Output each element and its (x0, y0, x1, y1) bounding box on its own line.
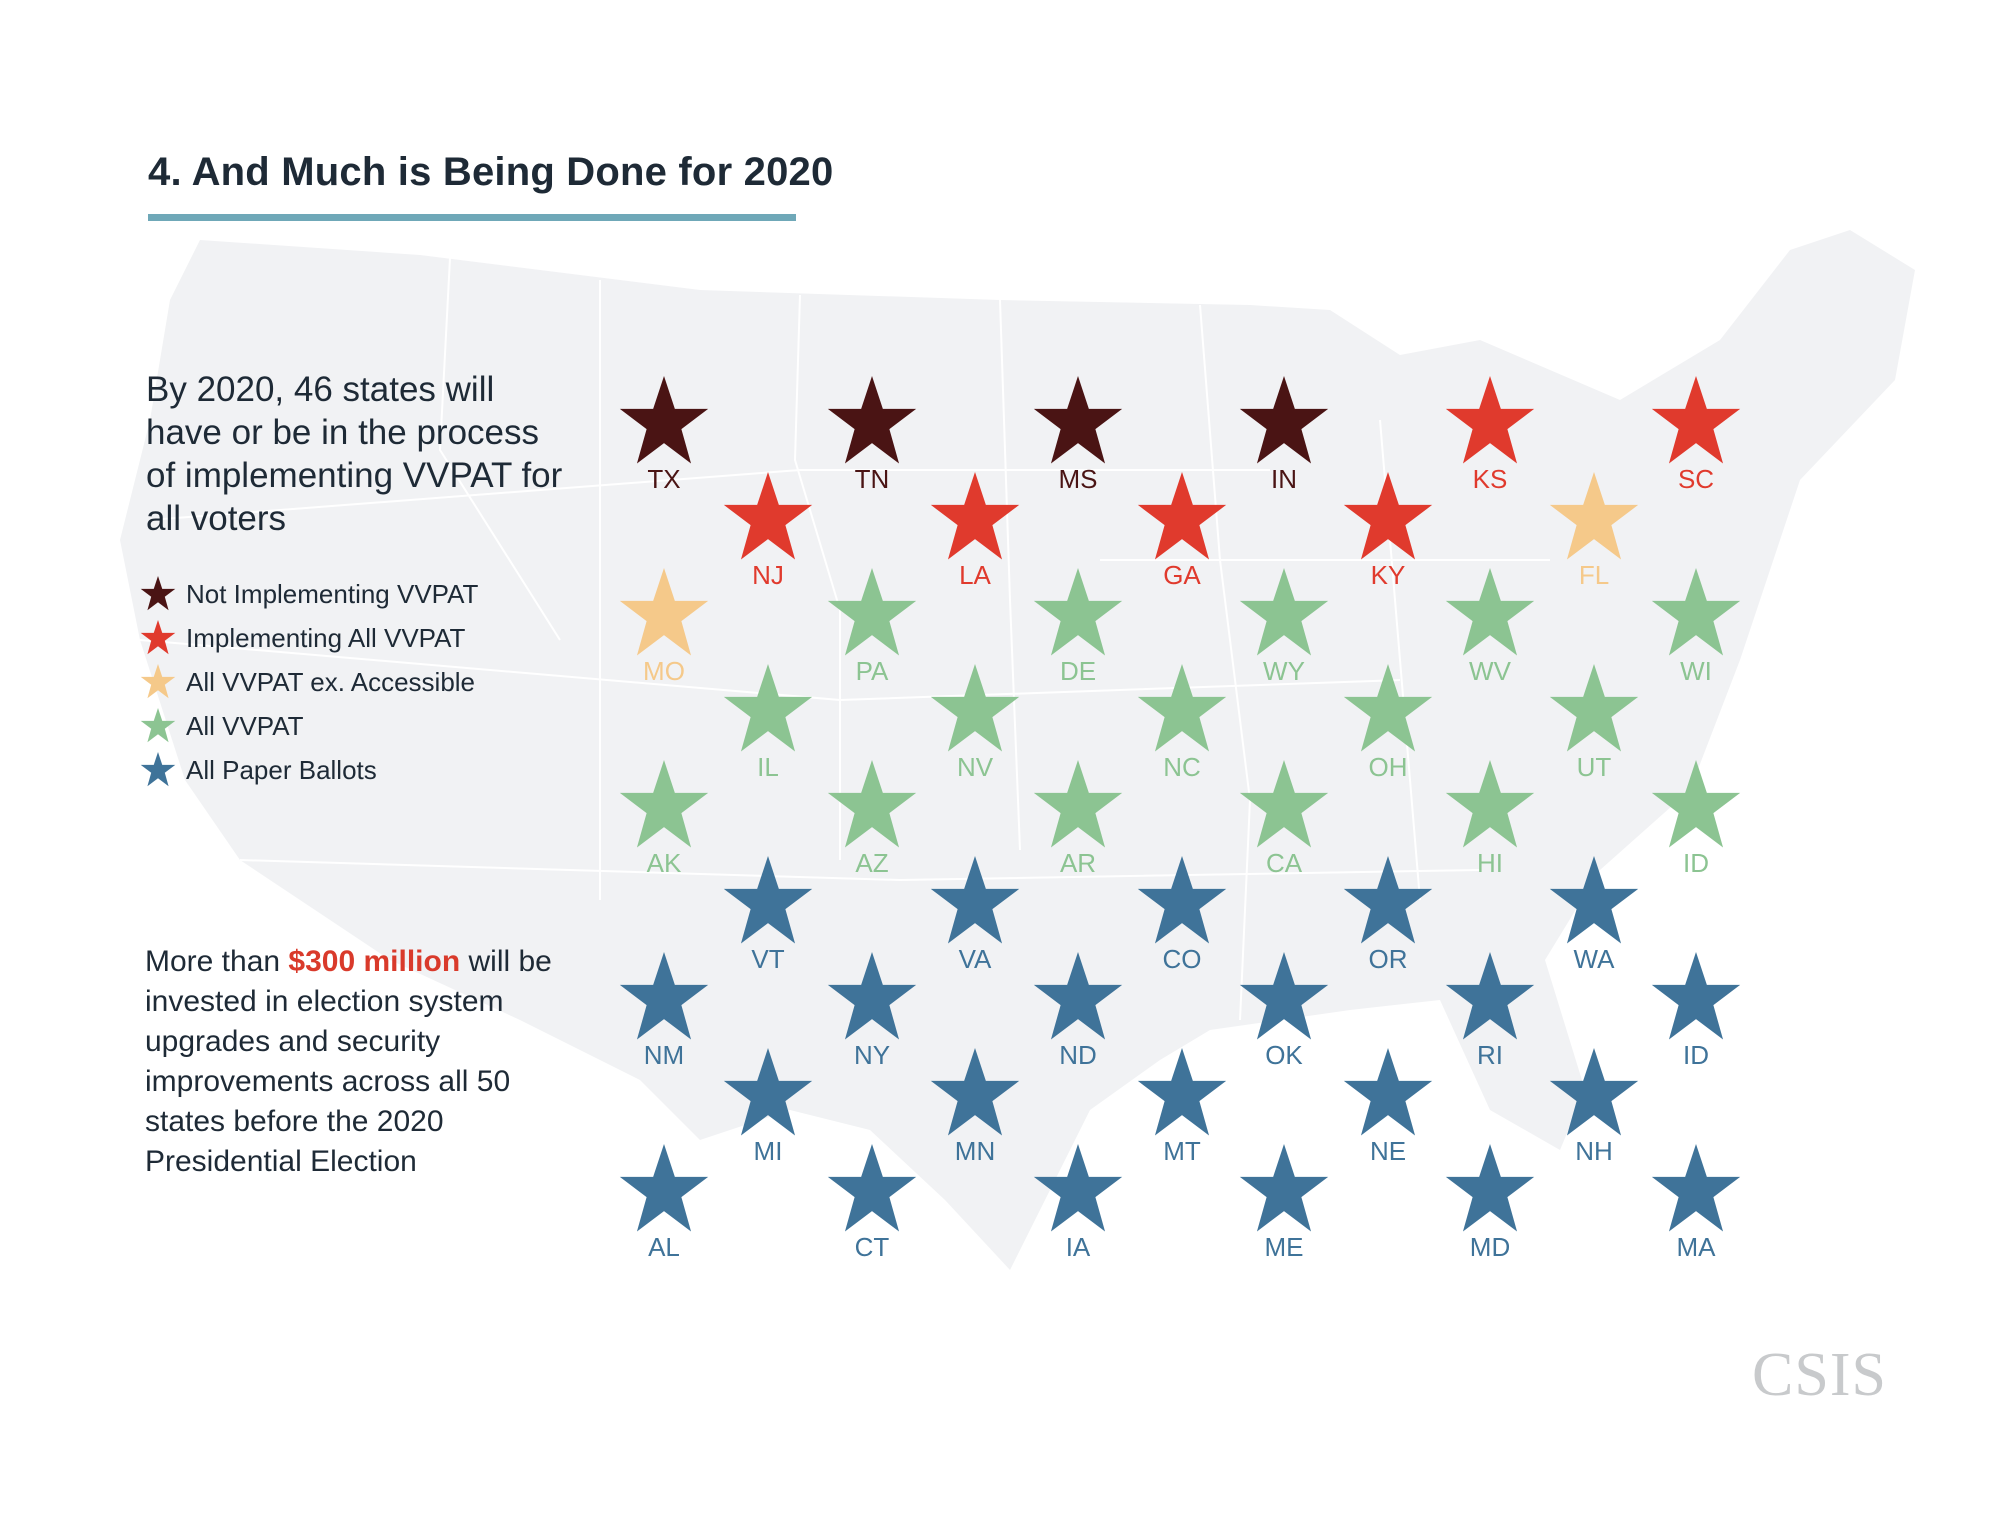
state-label: ID (1683, 848, 1709, 878)
state-star-sc (1641, 376, 1751, 492)
state-label: KS (1472, 464, 1508, 494)
star-icon (1136, 856, 1228, 948)
star-icon (722, 472, 814, 564)
state-label: WY (1263, 656, 1305, 686)
state-star-ca (1229, 760, 1339, 876)
star-icon (618, 1144, 710, 1236)
state-label: OK (1265, 1040, 1303, 1070)
state-star-mi (713, 1048, 823, 1164)
legend-label: All VVPAT (186, 710, 304, 741)
state-star-nc (1127, 664, 1237, 780)
star-icon (826, 760, 918, 852)
star-icon (1342, 472, 1434, 564)
star-icon (1548, 856, 1640, 948)
state-label: NM (643, 1040, 685, 1070)
legend-label: Implementing All VVPAT (186, 622, 466, 653)
star-icon (1238, 1144, 1330, 1236)
star-icon (826, 376, 918, 468)
state-label: MI (753, 1136, 783, 1166)
state-star-nv (920, 664, 1030, 780)
state-label: MS (1058, 464, 1098, 494)
star-icon (1238, 952, 1330, 1044)
investment-prefix: More than (145, 945, 289, 978)
star-icon (1650, 952, 1742, 1044)
state-label: WA (1573, 944, 1615, 974)
investment-suffix: will be invested in election system upgrades and security improvements across all 50 states before the 2020 Presidential Election (145, 945, 552, 1178)
state-star-or (1333, 856, 1443, 972)
state-label: CA (1265, 848, 1303, 878)
star-icon (1444, 568, 1536, 660)
star-icon (826, 952, 918, 1044)
state-label: MN (954, 1136, 996, 1166)
state-label: ID (1683, 1040, 1709, 1070)
state-star-me (1229, 1144, 1339, 1260)
state-label: RI (1477, 1040, 1503, 1070)
state-star-vt (713, 856, 823, 972)
legend-label: All VVPAT ex. Accessible (186, 666, 476, 697)
star-icon (929, 472, 1021, 564)
star-icon (722, 1048, 814, 1140)
state-star-pa (817, 568, 927, 684)
csis-logo: CSIS (1752, 1341, 1887, 1409)
state-label: NY (853, 1040, 891, 1070)
star-icon (1650, 1144, 1742, 1236)
state-label: ME (1264, 1232, 1304, 1262)
state-label: TN (854, 464, 890, 494)
state-label: GA (1163, 560, 1201, 590)
state-star-oh (1333, 664, 1443, 780)
state-label: PA (855, 656, 889, 686)
star-icon (1032, 952, 1124, 1044)
state-star-ct (817, 1144, 927, 1260)
state-label: WI (1680, 656, 1712, 686)
state-label: DE (1059, 656, 1097, 686)
state-star-mt (1127, 1048, 1237, 1164)
state-star-il (713, 664, 823, 780)
state-label: MD (1469, 1232, 1511, 1262)
star-icon (929, 664, 1021, 756)
state-label: NC (1163, 752, 1201, 782)
state-label: UT (1576, 752, 1612, 782)
star-icon (1444, 1144, 1536, 1236)
state-star-mo (609, 568, 719, 684)
star-icon (1548, 664, 1640, 756)
state-label: CO (1162, 944, 1202, 974)
star-icon (1136, 664, 1228, 756)
state-label: IL (757, 752, 779, 782)
state-label: AR (1059, 848, 1097, 878)
state-label: VT (751, 944, 785, 974)
state-star-ga (1127, 472, 1237, 588)
state-star-ma (1641, 1144, 1751, 1260)
star-icon (1548, 472, 1640, 564)
star-icon (826, 1144, 918, 1236)
state-star-wa (1539, 856, 1649, 972)
state-star-ak (609, 760, 719, 876)
state-star-nd (1023, 952, 1133, 1068)
star-icon (1444, 760, 1536, 852)
state-label: LA (959, 560, 991, 590)
star-icon (1444, 376, 1536, 468)
state-label: SC (1677, 464, 1715, 494)
star-icon (1032, 568, 1124, 660)
state-label: WV (1469, 656, 1511, 686)
state-star-fl (1539, 472, 1649, 588)
state-star-id (1641, 952, 1751, 1068)
state-label: NE (1369, 1136, 1407, 1166)
star-icon (1032, 1144, 1124, 1236)
state-label: VA (958, 944, 992, 974)
state-label: HI (1477, 848, 1503, 878)
star-icon (1136, 1048, 1228, 1140)
state-label: MO (643, 656, 685, 686)
state-star-nh (1539, 1048, 1649, 1164)
state-star-ok (1229, 952, 1339, 1068)
state-label: IN (1271, 464, 1297, 494)
state-star-wy (1229, 568, 1339, 684)
star-icon (1238, 760, 1330, 852)
state-label: NJ (752, 560, 784, 590)
state-label: MT (1163, 1136, 1201, 1166)
star-icon (618, 952, 710, 1044)
state-label: MA (1676, 1232, 1716, 1262)
star-icon (1342, 664, 1434, 756)
state-star-al (609, 1144, 719, 1260)
star-icon (1548, 1048, 1640, 1140)
state-label: IA (1065, 1232, 1091, 1262)
state-star-ar (1023, 760, 1133, 876)
star-icon (1136, 472, 1228, 564)
state-star-ne (1333, 1048, 1443, 1164)
star-icon (1032, 760, 1124, 852)
star-icon (1444, 952, 1536, 1044)
state-label: AK (646, 848, 682, 878)
state-star-tx (609, 376, 719, 492)
state-label: ND (1059, 1040, 1097, 1070)
state-star-hi (1435, 760, 1545, 876)
star-icon (1650, 760, 1742, 852)
state-label: AZ (855, 848, 889, 878)
star-icon (618, 760, 710, 852)
star-icon (618, 568, 710, 660)
state-star-nj (713, 472, 823, 588)
intro-text: By 2020, 46 states will have or be in the process of implementing VVPAT for all voters (146, 370, 563, 538)
state-star-ms (1023, 376, 1133, 492)
star-icon (722, 664, 814, 756)
state-star-wi (1641, 568, 1751, 684)
star-icon (1342, 856, 1434, 948)
state-label: TX (647, 464, 681, 494)
state-star-ny (817, 952, 927, 1068)
star-icon (929, 856, 1021, 948)
state-star-ut (1539, 664, 1649, 780)
state-star-la (920, 472, 1030, 588)
state-star-nm (609, 952, 719, 1068)
state-star-de (1023, 568, 1133, 684)
state-label: KY (1370, 560, 1406, 590)
page-title: 4. And Much is Being Done for 2020 (148, 150, 834, 194)
state-star-ri (1435, 952, 1545, 1068)
star-icon (1238, 568, 1330, 660)
state-star-id (1641, 760, 1751, 876)
state-star-mn (920, 1048, 1030, 1164)
star-icon (826, 568, 918, 660)
star-icon (722, 856, 814, 948)
state-star-ia (1023, 1144, 1133, 1260)
state-star-co (1127, 856, 1237, 972)
star-icon (1032, 376, 1124, 468)
star-icon (1650, 568, 1742, 660)
star-icon (929, 1048, 1021, 1140)
state-star-az (817, 760, 927, 876)
state-star-ky (1333, 472, 1443, 588)
state-label: NV (956, 752, 994, 782)
legend-label: Not Implementing VVPAT (186, 578, 479, 609)
state-label: CT (854, 1232, 890, 1262)
state-star-va (920, 856, 1030, 972)
legend-label: All Paper Ballots (186, 754, 377, 785)
investment-amount: $300 million (288, 945, 461, 978)
star-icon (1342, 1048, 1434, 1140)
state-star-tn (817, 376, 927, 492)
state-star-ks (1435, 376, 1545, 492)
star-icon (1238, 376, 1330, 468)
state-label: OR (1368, 944, 1408, 974)
state-label: AL (648, 1232, 680, 1262)
star-icon (618, 376, 710, 468)
state-label: FL (1578, 560, 1610, 590)
state-star-in (1229, 376, 1339, 492)
state-star-md (1435, 1144, 1545, 1260)
state-label: NH (1575, 1136, 1613, 1166)
state-star-wv (1435, 568, 1545, 684)
star-icon (1650, 376, 1742, 468)
state-label: OH (1368, 752, 1408, 782)
